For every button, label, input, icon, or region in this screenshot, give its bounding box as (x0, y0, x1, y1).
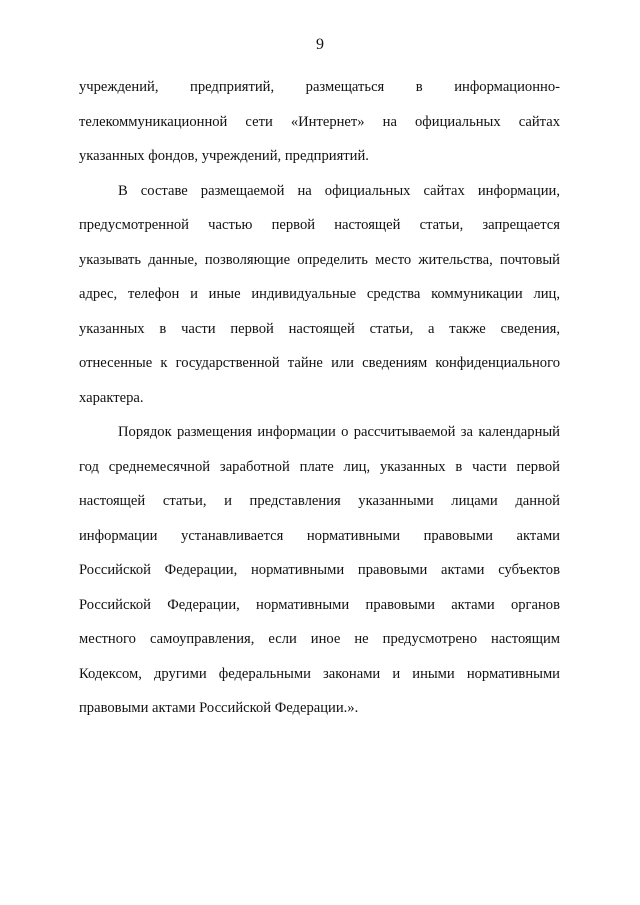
text-line: характера. (79, 389, 144, 406)
document-body (79, 70, 560, 726)
text-line: Российской Федерации, нормативными правовыми актами субъектов (79, 562, 560, 578)
text-line: адрес, телефон и иные индивидуальные средства коммуникации лиц, (79, 286, 560, 302)
paragraph-2 (79, 174, 560, 416)
text-line: учреждений, предприятий, размещаться в информационно- (79, 79, 560, 95)
paragraph-3 (79, 415, 560, 726)
text-line: телекоммуникационной сети «Интернет» на официальных сайтах (79, 113, 560, 130)
text-line: год среднемесячной заработной плате лиц, указанных в части первой (79, 458, 560, 475)
text-line: В составе размещаемой на официальных сайтах информации, (118, 182, 560, 199)
text-line: правовыми актами Российской Федерации.». (79, 700, 359, 716)
text-line: местного самоуправления, если иное не предусмотрено настоящим (79, 631, 560, 647)
text-line: указанных в части первой настоящей статьи, а также сведения, (79, 320, 560, 337)
text-line: отнесенные к государственной тайне или сведениям конфиденциального (79, 355, 560, 371)
text-line: Кодексом, другими федеральными законами и иными нормативными (79, 665, 560, 682)
text-line: Российской Федерации, нормативными правовыми актами органов (79, 596, 560, 613)
paragraph-1 (79, 70, 560, 174)
text-line: информации устанавливается нормативными правовыми актами (79, 527, 560, 544)
text-line: указанных фондов, учреждений, предприятий. (79, 148, 369, 164)
text-line: указывать данные, позволяющие определить место жительства, почтовый (79, 251, 560, 268)
text-line: предусмотренной частью первой настоящей статьи, запрещается (79, 217, 560, 233)
page-number: 9 (316, 36, 324, 53)
text-line: настоящей статьи, и представления указанными лицами данной (79, 493, 560, 509)
text-line: Порядок размещения информации о рассчитываемой за календарный (118, 424, 560, 440)
